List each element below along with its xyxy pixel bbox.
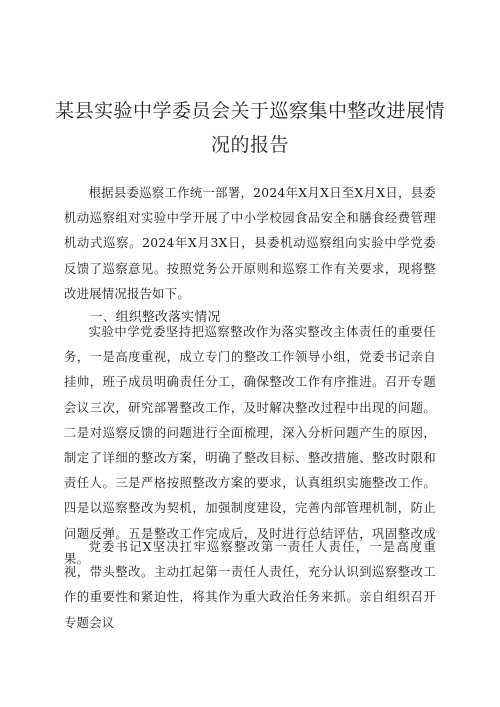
document-title-line-1: 某县实验中学委员会关于巡察集中整改进展情: [54, 100, 445, 122]
body-paragraph-2: 实验中学党委坚持把巡察整改作为落实整改主体责任的重要任务，一是高度重视，成立专门的整改工作领导小组，党委书记亲自挂帅，班子成员明确责任分工，确保整改工作有序推进。召开专题会议三次，研究部署整改工作，及时解决整改过程中出现的问题。二是对巡察反馈的问题进行全面梳理，深入分析问题产生的原因，制定了详细的整改方案，明确了整改目标、整改措施、整改时限和责任人。三是严格按照整改方案的要求，认真组织实施整改工作。四是以巡察整改为契机，加强制度建设，完善内部管理机制，防止问题反弹。五是整改工作完成后，及时进行总结评估，巩固整改成果。: [64, 325, 436, 566]
intro-paragraph: 根据县委巡察工作统一部署，2024年X月X日至X月X日，县委机动巡察组对实验中学开展了中小学校园食品安全和膳食经费管理机动式巡察。2024年X月3X日，县委机动巡察组向实验中学党委反馈了巡察意见。按照党务公开原则和巡察工作有关要求，现将整改进展情况报告如下。: [64, 186, 436, 301]
body-paragraph-3: 党委书记X坚决扛牢巡察整改第一责任人责任，一是高度重视，带头整改。主动扛起第一责任人责任，充分认识到巡察整改工作的重要性和紧迫性，将其作为重大政治任务来抓。亲自组织召开专题会议: [64, 540, 436, 630]
document-title-line-2: 况的报告: [210, 134, 289, 156]
section-heading-1: 一、组织整改落实情况: [89, 310, 221, 325]
